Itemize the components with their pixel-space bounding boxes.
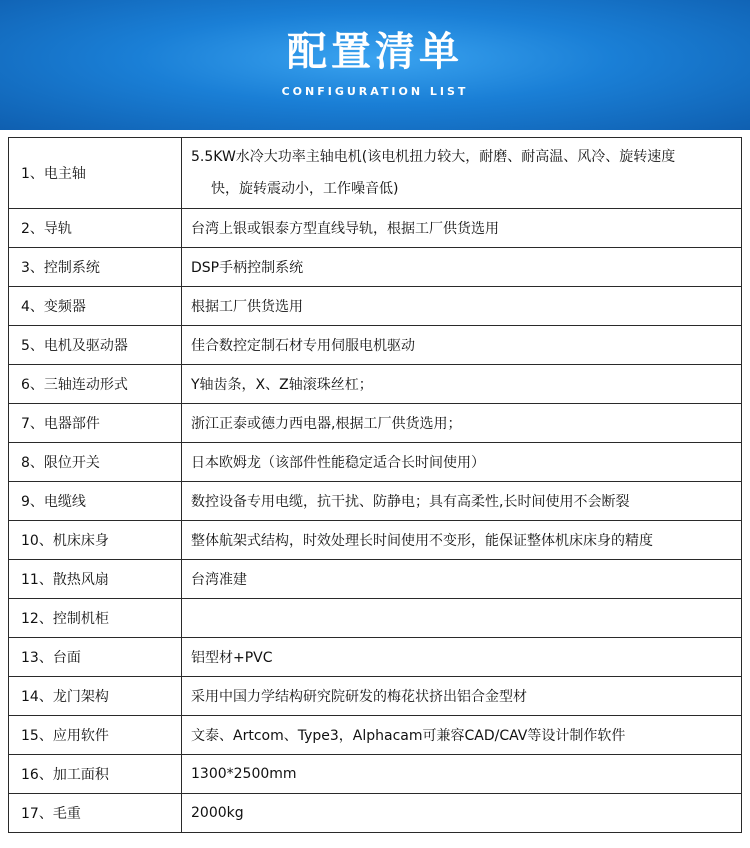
- table-row: [9, 521, 742, 560]
- row-label: 3、控制系统: [9, 248, 182, 287]
- table-row: [9, 794, 742, 833]
- row-label: 1、电主轴: [9, 138, 182, 209]
- row-label: 11、散热风扇: [9, 560, 182, 599]
- row-value: 根据工厂供货选用: [182, 287, 742, 326]
- row-value: 浙江正泰或德力西电器,根据工厂供货选用；: [182, 404, 742, 443]
- table-row: [9, 326, 742, 365]
- table-row: [9, 716, 742, 755]
- row-value: 采用中国力学结构研究院研发的梅花状挤出铝合金型材: [182, 677, 742, 716]
- row-label: 7、电器部件: [9, 404, 182, 443]
- row-value: [182, 599, 742, 638]
- configuration-table-container: [8, 137, 742, 833]
- table-row: [9, 755, 742, 794]
- table-row: [9, 599, 742, 638]
- row-value: 铝型材+PVC: [182, 638, 742, 677]
- table-row: [9, 209, 742, 248]
- table-row: [9, 248, 742, 287]
- row-label: 17、毛重: [9, 794, 182, 833]
- row-label: 12、控制机柜: [9, 599, 182, 638]
- row-value: 台湾准建: [182, 560, 742, 599]
- row-label: 6、三轴连动形式: [9, 365, 182, 404]
- row-value: 整体航架式结构，时效处理长时间使用不变形，能保证整体机床床身的精度: [182, 521, 742, 560]
- row-value: 日本欧姆龙（该部件性能稳定适合长时间使用）: [182, 443, 742, 482]
- row-label: 14、龙门架构: [9, 677, 182, 716]
- table-row: [9, 138, 742, 209]
- table-row: [9, 482, 742, 521]
- row-value: DSP手柄控制系统: [182, 248, 742, 287]
- table-row: [9, 404, 742, 443]
- table-row: [9, 443, 742, 482]
- table-row: [9, 638, 742, 677]
- row-value: 台湾上银或银泰方型直线导轨，根据工厂供货选用: [182, 209, 742, 248]
- table-row: [9, 287, 742, 326]
- configuration-table: [8, 137, 742, 833]
- page-subtitle: CONFIGURATION LIST: [281, 85, 469, 98]
- row-label: 9、电缆线: [9, 482, 182, 521]
- row-label: 16、加工面积: [9, 755, 182, 794]
- row-label: 8、限位开关: [9, 443, 182, 482]
- row-value-line2: 快，旋转震动小，工作噪音低): [211, 181, 399, 197]
- row-value: 2000kg: [182, 794, 742, 833]
- table-row: [9, 677, 742, 716]
- row-value: 数控设备专用电缆，抗干扰、防静电；具有高柔性,长时间使用不会断裂: [182, 482, 742, 521]
- table-row: [9, 560, 742, 599]
- row-value: 文泰、Artcom、Type3，Alphacam可兼容CAD/CAV等设计制作软件: [182, 716, 742, 755]
- row-label: 4、变频器: [9, 287, 182, 326]
- header-banner: [0, 0, 750, 130]
- row-value: [182, 138, 742, 209]
- row-value: 1300*2500mm: [182, 755, 742, 794]
- page-title: 配置清单: [287, 29, 463, 75]
- row-value-line1: 5.5KW水冷大功率主轴电机(该电机扭力较大，耐磨、耐高温、风冷、旋转速度: [191, 149, 676, 165]
- row-value: Y轴齿条，X、Z轴滚珠丝杠；: [182, 365, 742, 404]
- row-label: 2、导轨: [9, 209, 182, 248]
- row-label: 5、电机及驱动器: [9, 326, 182, 365]
- row-label: 10、机床床身: [9, 521, 182, 560]
- table-row: [9, 365, 742, 404]
- row-label: 13、台面: [9, 638, 182, 677]
- row-label: 15、应用软件: [9, 716, 182, 755]
- row-value: 佳合数控定制石材专用伺服电机驱动: [182, 326, 742, 365]
